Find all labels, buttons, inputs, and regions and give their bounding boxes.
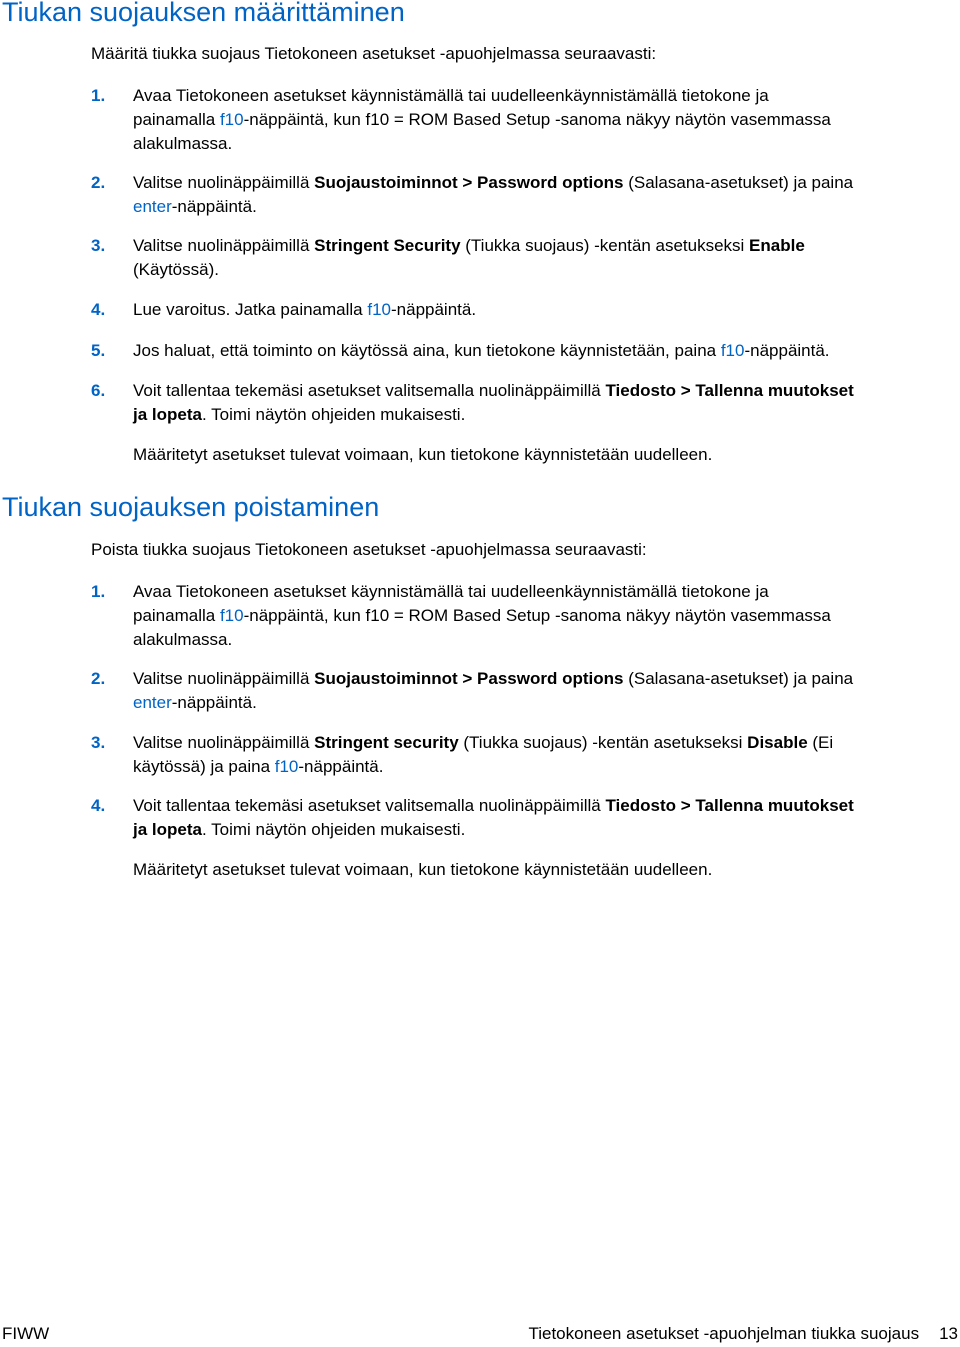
step-number: 2. xyxy=(91,173,106,192)
menu-separator: > xyxy=(457,173,478,192)
step-line xyxy=(133,108,957,132)
step-disable-3 xyxy=(91,731,957,779)
step-number: 6. xyxy=(91,381,106,400)
step-text: painamalla xyxy=(133,606,220,625)
step-text: (Ei xyxy=(807,733,834,752)
step-number: 5. xyxy=(91,341,106,360)
step-text: -näppäintä. xyxy=(171,693,257,712)
step-number: 4. xyxy=(91,796,106,815)
key-label: f10 xyxy=(219,606,244,625)
key-label: f10 xyxy=(219,110,244,129)
key-label: f10 xyxy=(720,341,745,360)
step-body xyxy=(133,794,957,842)
menu-label: Tiedosto xyxy=(605,796,677,815)
step-text: . Toimi näytön ohjeiden mukaisesti. xyxy=(201,405,466,424)
step-number: 1. xyxy=(91,86,106,105)
menu-separator: > xyxy=(676,381,696,400)
step-line xyxy=(133,171,957,195)
step-text: Valitse nuolinäppäimillä xyxy=(133,236,315,255)
footer-chapter-title: Tietokoneen asetukset -apuohjelman tiukka suojaus xyxy=(528,1324,920,1343)
key-label: f10 xyxy=(367,300,391,319)
option-label: Enable xyxy=(749,236,805,255)
step-body xyxy=(133,667,957,715)
step-line: alakulmassa. xyxy=(133,630,233,649)
footer-chapter xyxy=(528,1322,958,1346)
step-text: käytössä) ja paina xyxy=(133,757,275,776)
key-label: enter xyxy=(133,197,172,216)
step-line xyxy=(133,731,957,755)
step-text: -näppäintä. xyxy=(391,300,477,319)
menu-label: Password options xyxy=(477,173,624,192)
step-enable-4 xyxy=(91,298,957,322)
step-text: (Tiukka suojaus) -kentän asetukseksi xyxy=(460,236,750,255)
step-enable-3 xyxy=(91,234,957,282)
step-text: Jos haluat, että toiminto on käytössä aina, kun tietokone käynnistetään, paina xyxy=(133,341,721,360)
step-text: Lue varoitus. Jatka painamalla xyxy=(133,300,368,319)
step-line xyxy=(133,691,957,715)
step-enable-2 xyxy=(91,171,957,219)
step-line xyxy=(133,195,957,219)
step-body xyxy=(133,339,957,363)
menu-label: ja lopeta xyxy=(133,405,202,424)
menu-label: Suojaustoiminnot xyxy=(314,669,458,688)
step-body xyxy=(133,580,957,652)
step-text: -näppäintä. xyxy=(744,341,830,360)
option-label: Disable xyxy=(747,733,808,752)
step-text: -näppäintä, kun f10 = ROM Based Setup -sanoma näkyy näytön vasemmassa xyxy=(243,606,831,625)
menu-label: Password options xyxy=(477,669,624,688)
step-line: Avaa Tietokoneen asetukset käynnistämällä tai uudelleenkäynnistämällä tietokone ja xyxy=(133,86,769,105)
key-label: enter xyxy=(133,693,172,712)
step-text: . Toimi näytön ohjeiden mukaisesti. xyxy=(201,820,466,839)
step-number: 1. xyxy=(91,582,106,601)
step-text: Voit tallentaa tekemäsi asetukset valitsemalla nuolinäppäimillä xyxy=(133,381,606,400)
step-body xyxy=(133,298,957,322)
menu-label: Suojaustoiminnot xyxy=(314,173,458,192)
step-body xyxy=(133,234,957,282)
step-text: -näppäintä. xyxy=(171,197,257,216)
step-text: (Tiukka suojaus) -kentän asetukseksi xyxy=(458,733,748,752)
step-line xyxy=(133,298,957,322)
note-disable: Määritetyt asetukset tulevat voimaan, kun tietokone käynnistetään uudelleen. xyxy=(133,860,713,879)
step-text: -näppäintä, kun f10 = ROM Based Setup -sanoma näkyy näytön vasemmassa xyxy=(243,110,831,129)
step-text: Voit tallentaa tekemäsi asetukset valitsemalla nuolinäppäimillä xyxy=(133,796,606,815)
section-intro-enable: Määritä tiukka suojaus Tietokoneen asetukset -apuohjelmassa seuraavasti: xyxy=(91,44,657,63)
step-line: alakulmassa. xyxy=(133,134,233,153)
menu-label: Tallenna muutokset xyxy=(695,796,854,815)
step-body xyxy=(133,731,957,779)
step-line xyxy=(133,794,957,818)
step-body xyxy=(133,84,957,156)
step-body xyxy=(133,379,957,427)
step-line xyxy=(133,379,957,403)
step-line: Avaa Tietokoneen asetukset käynnistämällä tai uudelleenkäynnistämällä tietokone ja xyxy=(133,582,769,601)
step-number: 3. xyxy=(91,236,106,255)
step-disable-1 xyxy=(91,580,957,652)
step-line xyxy=(133,403,957,427)
step-number: 4. xyxy=(91,300,106,319)
note-enable: Määritetyt asetukset tulevat voimaan, kun tietokone käynnistetään uudelleen. xyxy=(133,445,713,464)
step-number: 2. xyxy=(91,669,106,688)
step-text: Valitse nuolinäppäimillä xyxy=(133,733,315,752)
footer-doc-code: FIWW xyxy=(2,1324,50,1343)
step-disable-4 xyxy=(91,794,957,842)
step-text: painamalla xyxy=(133,110,220,129)
step-line xyxy=(133,604,957,628)
section-intro-disable: Poista tiukka suojaus Tietokoneen asetukset -apuohjelmassa seuraavasti: xyxy=(91,540,647,559)
menu-separator: > xyxy=(457,669,478,688)
field-label: Stringent security xyxy=(314,733,459,752)
menu-separator: > xyxy=(676,796,696,815)
step-disable-2 xyxy=(91,667,957,715)
step-text: Valitse nuolinäppäimillä xyxy=(133,669,315,688)
step-text: Valitse nuolinäppäimillä xyxy=(133,173,315,192)
step-line xyxy=(133,667,957,691)
menu-label: ja lopeta xyxy=(133,820,202,839)
step-line xyxy=(133,234,957,258)
step-text: (Salasana-asetukset) ja paina xyxy=(623,173,854,192)
field-label: Stringent Security xyxy=(314,236,461,255)
step-line: (Käytössä). xyxy=(133,260,219,279)
key-label: f10 xyxy=(274,757,299,776)
step-line xyxy=(133,339,957,363)
step-enable-6 xyxy=(91,379,957,427)
section-title-enable: Tiukan suojauksen määrittäminen xyxy=(2,0,405,27)
step-text: (Salasana-asetukset) ja paina xyxy=(623,669,854,688)
step-body xyxy=(133,171,957,219)
step-line xyxy=(133,755,957,779)
step-line xyxy=(133,818,957,842)
step-number: 3. xyxy=(91,733,106,752)
step-enable-5 xyxy=(91,339,957,363)
menu-label: Tallenna muutokset xyxy=(695,381,854,400)
page-number: 13 xyxy=(939,1324,958,1343)
step-text: -näppäintä. xyxy=(298,757,384,776)
menu-label: Tiedosto xyxy=(605,381,677,400)
step-enable-1 xyxy=(91,84,957,156)
section-title-disable: Tiukan suojauksen poistaminen xyxy=(2,492,380,522)
